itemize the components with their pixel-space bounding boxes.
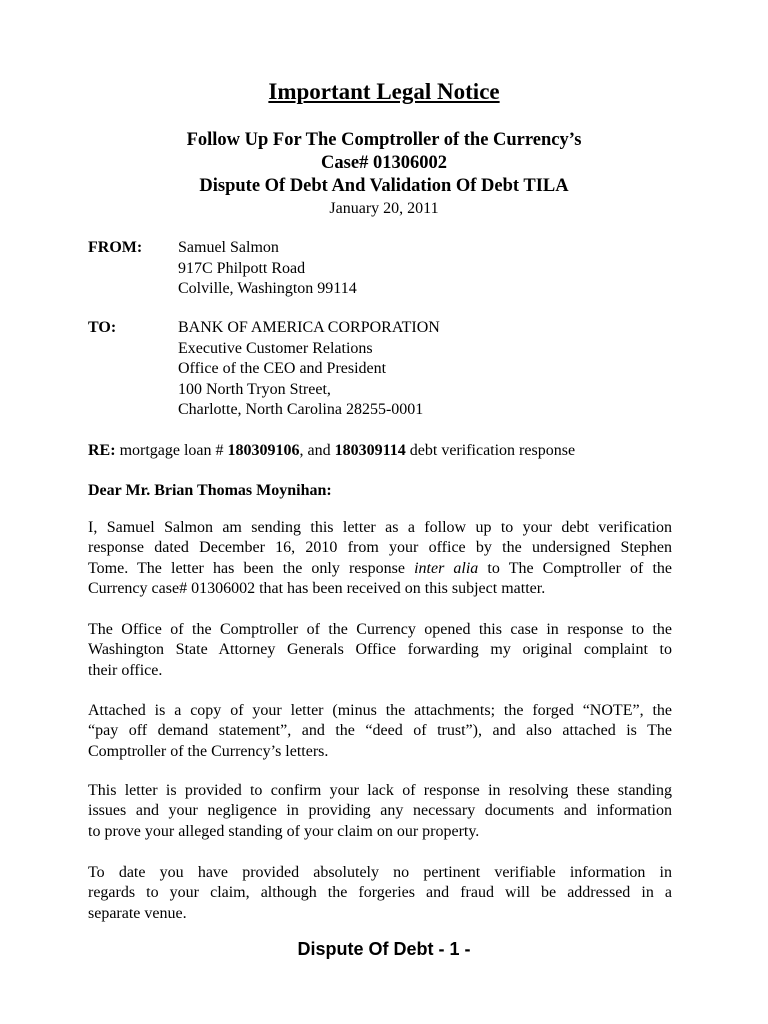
letter-date: January 20, 2011 bbox=[329, 200, 439, 217]
paragraph-line: to prove your alleged standing of your claim on our property. bbox=[88, 822, 480, 840]
subtitle-case-number: Case# 01306002 bbox=[321, 153, 447, 173]
to-address-line: 100 North Tryon Street, bbox=[178, 380, 331, 398]
loan-number-1: 180309106 bbox=[227, 442, 300, 459]
to-address-line: Charlotte, North Carolina 28255-0001 bbox=[178, 401, 424, 418]
paragraph-line: Currency case# 01306002 that has been received on this subject matter. bbox=[88, 580, 546, 598]
paragraph-line: This letter is provided to confirm your lack of response in resolving these standing bbox=[88, 782, 672, 799]
from-address-line: 917C Philpott Road bbox=[178, 259, 306, 277]
paragraph-line: their office. bbox=[88, 661, 163, 679]
paragraph-2 bbox=[88, 620, 672, 681]
paragraph-line: separate venue. bbox=[88, 904, 187, 922]
paragraph-3 bbox=[88, 701, 672, 762]
to-address-line: BANK OF AMERICA CORPORATION bbox=[178, 319, 440, 336]
salutation: Dear Mr. Brian Thomas Moynihan: bbox=[88, 482, 332, 499]
paragraph-1 bbox=[88, 518, 672, 600]
paragraph-line: Tome. The letter has been the only response inter alia to The Comptroller of the bbox=[88, 559, 672, 577]
subtitle-line-3: Dispute Of Debt And Validation Of Debt TILA bbox=[199, 176, 569, 196]
paragraph-line: I, Samuel Salmon am sending this letter as a follow up to your debt verification bbox=[88, 519, 672, 536]
paragraph-line: Washington State Attorney Generals Office forwarding my original complaint to bbox=[88, 641, 672, 659]
italic-phrase: inter alia bbox=[414, 559, 479, 577]
re-label: RE: bbox=[88, 442, 116, 459]
to-label: TO: bbox=[88, 319, 117, 336]
paragraph-line: regards to your claim, although the forgeries and fraud will be addressed in a bbox=[88, 884, 672, 902]
from-address-line: Colville, Washington 99114 bbox=[178, 280, 357, 297]
page-title: Important Legal Notice bbox=[268, 79, 500, 104]
from-label: FROM: bbox=[88, 239, 143, 256]
paragraph-5 bbox=[88, 863, 672, 924]
paragraph-line: response dated December 16, 2010 from your office by the undersigned Stephen bbox=[88, 539, 672, 557]
paragraph-line: “pay off demand statement”, and the “deed of trust”), and also attached is The bbox=[88, 722, 672, 740]
from-address-line: Samuel Salmon bbox=[178, 239, 279, 256]
paragraph-line: To date you have provided absolutely no pertinent verifiable information in bbox=[88, 864, 672, 881]
to-address bbox=[178, 318, 440, 421]
from-address bbox=[178, 238, 357, 300]
to-address-line: Executive Customer Relations bbox=[178, 339, 373, 357]
re-line bbox=[88, 441, 575, 461]
to-address-line: Office of the CEO and President bbox=[178, 360, 387, 377]
paragraph-line: issues and your negligence in providing any necessary documents and information bbox=[88, 802, 672, 820]
paragraph-line: The Office of the Comptroller of the Currency opened this case in response to the bbox=[88, 621, 672, 638]
loan-number-2: 180309114 bbox=[334, 442, 406, 459]
re-text: debt verification response bbox=[405, 442, 576, 459]
subtitle-line-1: Follow Up For The Comptroller of the Currency’s bbox=[186, 130, 582, 150]
re-text: mortgage loan # bbox=[115, 442, 228, 459]
paragraph-line: Attached is a copy of your letter (minus the attachments; the forged “NOTE”, the bbox=[88, 702, 672, 719]
paragraph-line: Comptroller of the Currency’s letters. bbox=[88, 742, 329, 760]
paragraph-4 bbox=[88, 781, 672, 842]
re-text: , and bbox=[299, 442, 335, 459]
page-footer: Dispute Of Debt - 1 - bbox=[297, 939, 471, 959]
